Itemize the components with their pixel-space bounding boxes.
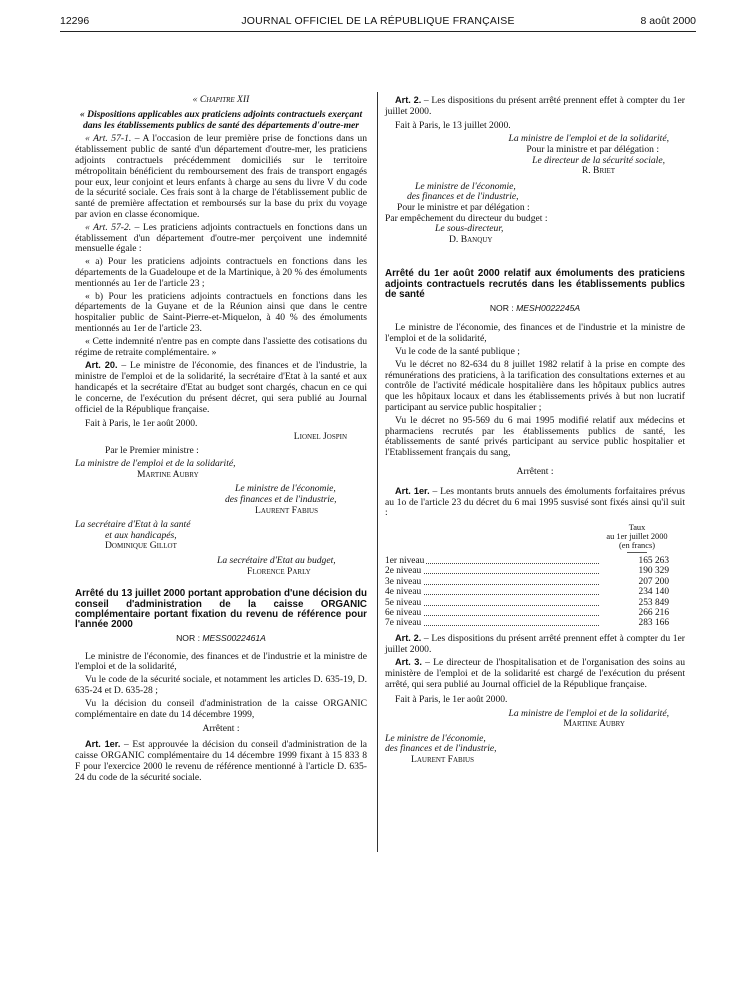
chapter-heading: « Chapitre XII: [192, 94, 250, 105]
table-row-niveau: 7e niveau: [385, 618, 422, 629]
article-20-label: Art. 20.: [85, 360, 118, 371]
table-row-taux: 190 329: [609, 566, 669, 577]
vu-decret-95-569: Vu le décret no 95-569 du 6 mai 1995 modifié relatif aux médecins et pharmaciens recrutés par les établissements publics de santé, les établissements de santé privés participant au service public hospitalier et l'Etablissement français du sang,: [385, 414, 685, 459]
table-row: [385, 618, 685, 628]
nor-code-2: MESH0022245A: [516, 302, 581, 313]
vu-code-sante-publique: Vu le code de la santé publique ;: [395, 345, 520, 357]
article-2-emoluments: [385, 633, 685, 656]
nor-label-2: NOR :: [489, 302, 517, 313]
signature-banquy: D. Banquy: [449, 233, 493, 245]
article-3-emoluments-text: – Le directeur de l'hospitalisation et de l'organisation des soins au ministère de l'emploi et de la solidarité est chargé de l'exécution du présent arrêté, qui sera publié au Journal officiel de la République française.: [385, 657, 685, 691]
article-3-emoluments: [385, 657, 685, 690]
ministre-emploi-right: La ministre de l'emploi et de la solidarité,: [508, 133, 669, 145]
ministre-economie-right-1: Le ministre de l'économie,: [415, 180, 516, 192]
ministre-emploi: La ministre de l'emploi et de la solidarité,: [75, 458, 236, 470]
right-column: [385, 95, 685, 766]
table-row-taux: 207 200: [609, 577, 669, 588]
article-1-emoluments-text: – Les montants bruts annuels des émoluments forfaitaires prévus au 1o de l'article 23 du décret du 6 mai 1995 susvisé sont fixés ainsi qu'il suit :: [385, 485, 685, 519]
table-header-line-2: au 1er juillet 2000: [606, 532, 668, 542]
arretent-1: Arrêtent :: [202, 723, 240, 735]
fait-a-paris-1: Fait à Paris, le 1er août 2000.: [85, 418, 198, 430]
column-divider: [377, 92, 378, 852]
table-row-taux: 234 140: [609, 587, 669, 598]
table-row: [385, 566, 685, 576]
journal-title: JOURNAL OFFICIEL DE LA RÉPUBLIQUE FRANÇAISE: [241, 15, 515, 27]
table-row: [385, 608, 685, 618]
article-57-2-text: – Les praticiens adjoints contractuels en fonctions dans un établissement d'un département d'outre-mer perçoivent une indemnité mensuelle égale :: [75, 221, 367, 255]
table-row-niveau: 6e niveau: [385, 608, 422, 619]
preamble-ministres-2: Le ministre de l'économie, des finances et de l'industrie et la ministre de l'emploi et de la solidarité,: [385, 322, 685, 345]
table-row: [385, 577, 685, 587]
par-empechement: Par empêchement du directeur du budget :: [385, 212, 548, 224]
article-2-organic: [385, 95, 685, 118]
fait-a-paris-3: Fait à Paris, le 1er août 2000.: [395, 693, 508, 705]
article-2-organic-text: – Les dispositions du présent arrêté prennent effet à compter du 1er juillet 2000.: [385, 95, 685, 117]
table-row-taux: 283 166: [609, 618, 669, 629]
arretent-2: Arrêtent :: [516, 465, 554, 477]
par-premier-ministre: Par le Premier ministre :: [105, 444, 199, 456]
arrete-13-juillet-title: Arrêté du 13 juillet 2000 portant approbation d'une décision du conseil d'administration de la caisse ORGANIC complémentaire portant fixation du revenu de référence pour l'année 2000: [75, 588, 367, 631]
ministre-economie-right-4: des finances et de l'industrie,: [385, 743, 497, 755]
secretaire-budget: La secrétaire d'Etat au budget,: [217, 555, 336, 567]
ministre-economie-right-3: Le ministre de l'économie,: [385, 732, 486, 744]
nor-code-1: MESS0022461A: [202, 632, 266, 643]
emoluments-table: [385, 523, 685, 629]
signature-parly: Florence Parly: [247, 565, 311, 577]
fait-a-paris-2: Fait à Paris, le 13 juillet 2000.: [395, 119, 511, 131]
vu-decision-conseil: Vu la décision du conseil d'administration de la caisse ORGANIC complémentaire en date du 14 décembre 1999,: [75, 697, 367, 720]
signature-briet: R. Briet: [581, 165, 615, 177]
vu-code-securite-sociale: Vu le code de la sécurité sociale, et notamment les articles D. 635-19, D. 635-24 et D. 635-28 ;: [75, 674, 367, 697]
signature-aubry: Martine Aubry: [137, 468, 199, 480]
article-3-emoluments-label: Art. 3.: [395, 657, 422, 668]
table-row-niveau: 1er niveau: [385, 556, 425, 567]
pour-le-ministre: Pour le ministre et par délégation :: [397, 201, 530, 213]
article-57-2-label: « Art. 57-2.: [85, 221, 132, 233]
article-1-organic-label: Art. 1er.: [85, 739, 121, 750]
secretaire-sante-1: La secrétaire d'Etat à la santé: [75, 519, 191, 531]
table-row: [385, 587, 685, 597]
article-57-1-text: – A l'occasion de leur première prise de fonctions dans un établissement public de santé d'un département d'outre-mer, les praticiens adjoints contractuels précédemment domiciliés sur le territoire métropolitain bénéficient du remboursement des frais de transport engagés pour eux, leur conjoint et leurs enfants à charge au sens du livre V du code de la sécurité sociale. Ces frais sont à la charge de l'établissement public de santé de première affectation et remboursés sur la base du prix du voyage par avion en classe économique.: [75, 133, 368, 220]
nor-line-2: [385, 303, 685, 314]
point-a: « a) Pour les praticiens adjoints contractuels en fonctions dans les départements de la Guadeloupe et de la Martinique, à 20 % des émoluments mentionnés au 1er de l'article 23 ;: [75, 256, 367, 289]
sous-directeur: Le sous-directeur,: [435, 223, 504, 235]
dispositions-title: « Dispositions applicables aux praticiens adjoints contractuels exerçant dans les établissements publics de santé des départements d'outre-mer: [79, 108, 363, 131]
table-row-niveau: 5e niveau: [385, 597, 422, 608]
nor-line-1: [75, 633, 367, 644]
signature-jospin: Lionel Jospin: [293, 431, 347, 443]
table-row: [385, 556, 685, 566]
table-row: [385, 598, 685, 608]
signature-aubry-right: Martine Aubry: [563, 718, 625, 730]
ministre-economie-2: des finances et de l'industrie,: [225, 494, 337, 506]
vu-decret-82-634: Vu le décret no 82-634 du 8 juillet 1982 relatif à la prise en compte des rémunérations des praticiens, à la tarification des consultations externes et au contrôle de l'activité médicale hospitalière dans les hôpitaux publics autres que les hôpitaux locaux et dans les établissements privés à but non lucratif participant au service public hospitalier ;: [385, 358, 685, 413]
signature-fabius-right: Laurent Fabius: [411, 753, 474, 765]
article-1-emoluments: [385, 486, 685, 519]
table-header-line-1: Taux: [628, 523, 646, 533]
table-header: [597, 523, 677, 556]
arrete-1-aout-title: Arrêté du 1er août 2000 relatif aux émoluments des praticiens adjoints contractuels recrutés dans les établissements publics de santé: [385, 268, 685, 301]
article-57-2: [75, 223, 367, 255]
table-row-taux: 266 216: [609, 608, 669, 619]
table-row-niveau: 3e niveau: [385, 576, 422, 587]
table-row-niveau: 2e niveau: [385, 566, 422, 577]
point-b: « b) Pour les praticiens adjoints contractuels en fonctions dans les départements de la Guyane et de la Réunion ainsi que dans le centre hospitalier public de Saint-Pierre-et-Miquelon, à 40 % des émoluments mentionnés au 1er de l'article 23.: [75, 290, 367, 334]
preamble-ministres-1: Le ministre de l'économie, des finances et de l'industrie et la ministre de l'emploi et de la solidarité,: [75, 650, 367, 673]
table-row-taux: 165 263: [609, 556, 669, 567]
article-20-text: – Le ministre de l'économie, des finances et de l'industrie, la ministre de l'emploi et de la solidarité, la secrétaire d'Etat à la santé et aux handicapés et la secrétaire d'Etat au budget sont chargés, chacun en ce qui le concerne, de l'exécution du présent décret, qui sera publié au Journal officiel de la République française.: [75, 360, 367, 415]
directeur-securite-sociale: Le directeur de la sécurité sociale,: [532, 154, 665, 166]
pour-la-ministre: Pour la ministre et par délégation :: [526, 143, 659, 155]
indemnite-paragraph: « Cette indemnité n'entre pas en compte dans l'assiette des cotisations du régime de retraite complémentaire. »: [75, 335, 367, 358]
nor-label-1: NOR :: [176, 632, 203, 643]
ministre-emploi-right-2: La ministre de l'emploi et de la solidarité,: [508, 707, 669, 719]
ministre-economie-1: Le ministre de l'économie,: [235, 483, 336, 495]
article-57-1-label: « Art. 57-1.: [85, 133, 132, 145]
article-1-organic: [75, 739, 367, 783]
signature-fabius: Laurent Fabius: [255, 504, 318, 516]
left-column: [75, 95, 367, 785]
article-1-emoluments-label: Art. 1er.: [395, 485, 430, 496]
table-header-line-3: (en francs): [618, 541, 656, 551]
article-1-organic-text: – Est approuvée la décision du conseil d'administration de la caisse ORGANIC complémentaire du 14 décembre 1999 fixant à 15 833 8 F pour l'exercice 2000 le revenu de référence mentionné à l'article D. 635-24 du code de la sécurité sociale.: [75, 739, 367, 783]
article-2-emoluments-label: Art. 2.: [395, 632, 422, 643]
article-57-1: [75, 134, 367, 220]
page-number: 12296: [60, 15, 90, 27]
article-2-emoluments-text: – Les dispositions du présent arrêté prennent effet à compter du 1er juillet 2000.: [385, 632, 685, 655]
article-2-organic-label: Art. 2.: [395, 95, 422, 105]
secretaire-sante-2: et aux handicapés,: [105, 529, 177, 541]
page-header: [60, 15, 696, 32]
table-row-niveau: 4e niveau: [385, 587, 422, 598]
article-20: [75, 360, 367, 415]
signature-gillot: Dominique Gillot: [105, 540, 177, 552]
ministre-economie-right-2: des finances et de l'industrie,: [407, 191, 519, 203]
issue-date: 8 août 2000: [640, 15, 696, 27]
table-row-taux: 253 849: [609, 598, 669, 609]
